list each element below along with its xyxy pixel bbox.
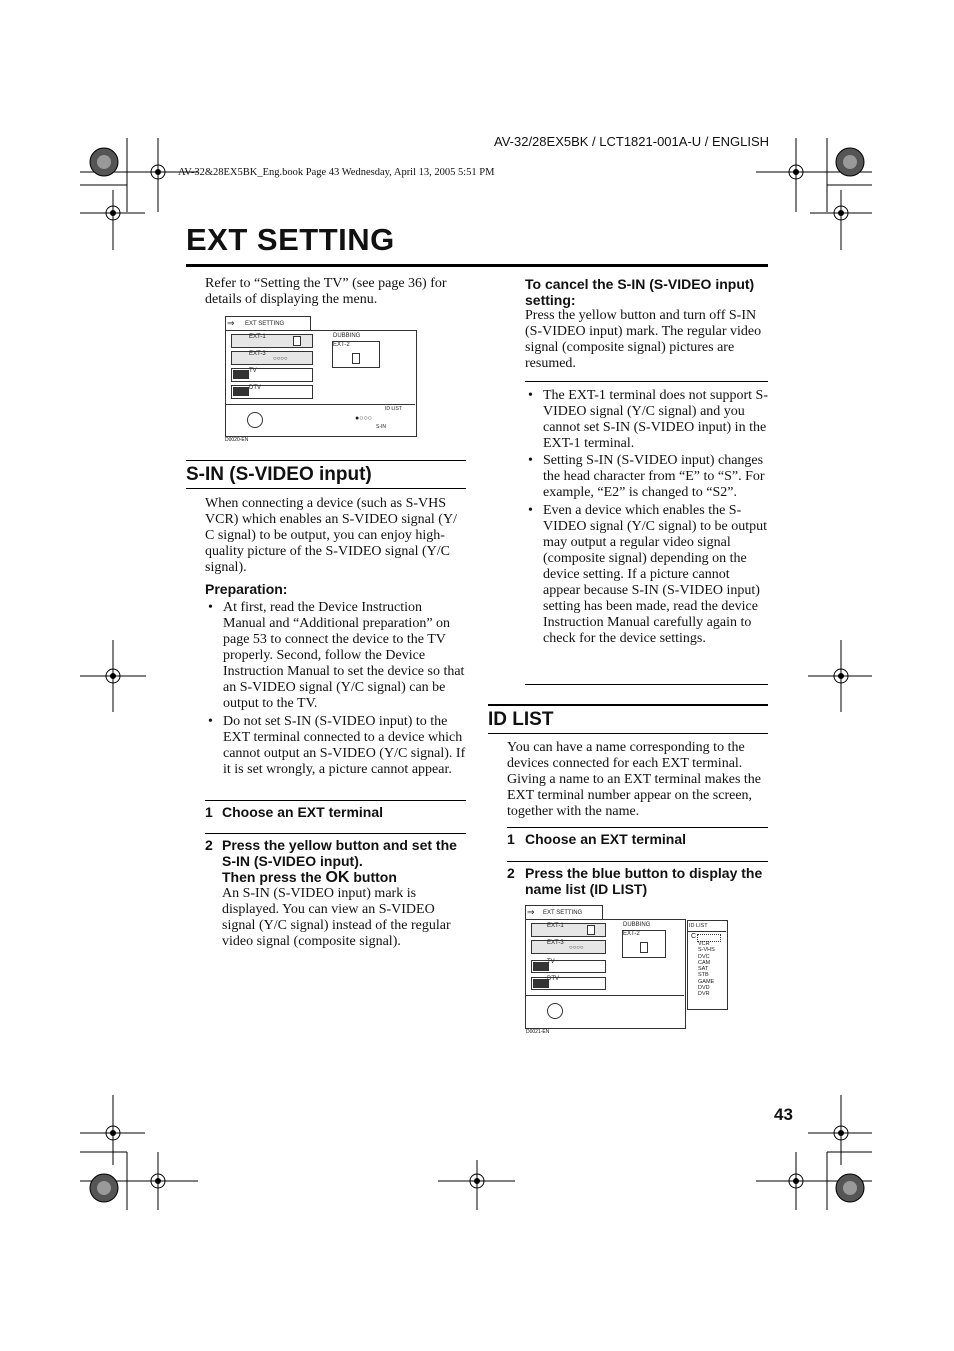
- idlist-rule: [488, 704, 768, 706]
- ext-icon: ⇒: [227, 318, 235, 328]
- notes-list: [525, 388, 768, 647]
- note-3: • Even a device which enables the S-VIDEO signal (Y/C signal) to be output may output a regular video signal (composite signal) depending on the device setting. If a picture cannot appear because S-IN (S-VIDEO input) setting has been made, read the device Instruction Manual carefully again to check for the device settings.: [525, 503, 768, 647]
- note-2: • Setting S-IN (S-VIDEO input) changes the head character from “E” to “S”. For example, “E2” is changed to “S2”.: [525, 453, 768, 501]
- sin-rule-under: [186, 488, 466, 489]
- prep-bullet-2: • Do not set S-IN (S-VIDEO input) to the EXT terminal connected to a device which cannot output an S-VIDEO (Y/C signal). If it is set wrongly, a picture cannot appear.: [205, 714, 467, 778]
- sin-step1-num: 1: [205, 804, 213, 820]
- notes-rule-top: [525, 381, 768, 382]
- idlist-step1-num: 1: [507, 831, 515, 847]
- screen1-sin: S-IN: [376, 424, 386, 430]
- screen2-tab: EXT SETTING: [543, 910, 583, 916]
- idlist-step2-num: 2: [507, 865, 515, 881]
- sin-step2-line1: Press the yellow button and set the S-IN (S-VIDEO input).: [222, 837, 457, 869]
- sin-intro: When connecting a device (such as S-VHS VCR) which enables an S-VIDEO signal (Y/ C signal) to be output, you can enjoy high-quality picture of the S-VIDEO signal (Y/C signal).: [205, 496, 457, 575]
- ok-key-label: OK: [325, 869, 350, 886]
- idlist-step1: Choose an EXT terminal: [525, 831, 687, 847]
- screen1-tab: EXT SETTING: [245, 321, 285, 327]
- screen1-ext3: EXT-3: [249, 351, 266, 357]
- screen1-dtv: DTV: [249, 385, 261, 391]
- screen2-code: D0021-EN: [526, 1029, 550, 1035]
- title-rule: [186, 264, 768, 267]
- prep-bullet-1: • At first, read the Device Instruction Manual and “Additional preparation” on page 53 to connect the device to the TV properly. Second, follow the Device Instruction Manual to set the device so that an S-VIDEO signal (Y/C signal) can be output to the TV.: [205, 600, 467, 712]
- ext-setting-screen-2: ⇒ EXT SETTING EXT-1 EXT-3 ○○○○ TV DTV DUBBING EXT-2 ID LIST C VCR S-VHS DVC CAM SAT STB GAME DVD DVR: [525, 905, 730, 1030]
- cancel-body: Press the yellow button and turn off S-IN (S-VIDEO input) mark. The regular video signal (composite signal) pictures are resumed.: [525, 308, 762, 371]
- idlist-step2: Press the blue button to display the name list (ID LIST): [525, 865, 763, 897]
- screen2-idlist-title: ID LIST: [689, 923, 708, 929]
- ext-setting-screen-1: ⇒ EXT SETTING EXT-1 EXT-3 ○○○○ TV DTV DUBBING EXT-2 ID LIST ●○○○ S-IN: [225, 316, 417, 446]
- cancel-heading: To cancel the S-IN (S-VIDEO input) setting:: [525, 276, 755, 308]
- sin-step2-line2: Then press the OK button: [222, 869, 397, 886]
- screen2-dubbing: DUBBING: [623, 922, 651, 928]
- idlist-step2-rule: [507, 861, 768, 862]
- screen1-code: D0020-EN: [225, 437, 249, 443]
- screen1-tv: TV: [249, 368, 257, 374]
- book-info-line: AV-32&28EX5BK_Eng.book Page 43 Wednesday, April 13, 2005 5:51 PM: [178, 167, 495, 178]
- sin-step2-body: An S-IN (S-VIDEO input) mark is displayed. You can view an S-VIDEO signal (Y/C signal) instead of the regular video signal (composite signal).: [222, 886, 451, 949]
- prep-bullets: [205, 600, 467, 778]
- screen1-ext1: EXT-1: [249, 334, 266, 340]
- step2-rule: [205, 833, 466, 834]
- sin-section-title: S-IN (S-VIDEO input): [186, 464, 372, 485]
- screen2-dtv: DTV: [547, 976, 559, 982]
- notes-rule-bottom: [525, 684, 768, 685]
- note-1: • The EXT-1 terminal does not support S-VIDEO signal (Y/C signal) and you cannot set S-IN (S-VIDEO input) in the EXT-1 terminal.: [525, 388, 768, 452]
- screen2-ext1: EXT-1: [547, 923, 564, 929]
- ext-icon: ⇒: [527, 907, 535, 917]
- prep-heading: Preparation:: [205, 581, 288, 597]
- idlist-step1-rule: [507, 827, 768, 828]
- idlist-intro: You can have a name corresponding to the devices connected for each EXT terminal. Giving a name to an EXT terminal makes the EXT terminal number appear on the screen, together with the name.: [507, 740, 762, 819]
- screen2-id-names: VCR S-VHS DVC CAM SAT STB GAME DVD DVR: [698, 941, 715, 998]
- page-number: 43: [774, 1105, 793, 1124]
- screen2-tv: TV: [547, 959, 555, 965]
- model-header: AV-32/28EX5BK / LCT1821-001A-U / ENGLISH: [494, 134, 770, 149]
- idlist-section-title: ID LIST: [488, 709, 554, 730]
- step1-rule: [205, 800, 466, 801]
- idlist-rule-under: [488, 733, 768, 734]
- sin-step2-num: 2: [205, 837, 213, 853]
- screen1-idlist: ID LIST: [385, 406, 402, 412]
- sin-rule: [186, 460, 466, 461]
- intro-text: Refer to “Setting the TV” (see page 36) for details of displaying the menu.: [205, 276, 447, 307]
- screen2-ext3: EXT-3: [547, 940, 564, 946]
- screen1-ext2: EXT-2: [333, 342, 350, 348]
- sin-step1: Choose an EXT terminal: [222, 804, 384, 820]
- screen1-dubbing: DUBBING: [333, 333, 361, 339]
- screen2-ext2: EXT-2: [623, 931, 640, 937]
- page-title: EXT SETTING: [186, 222, 395, 257]
